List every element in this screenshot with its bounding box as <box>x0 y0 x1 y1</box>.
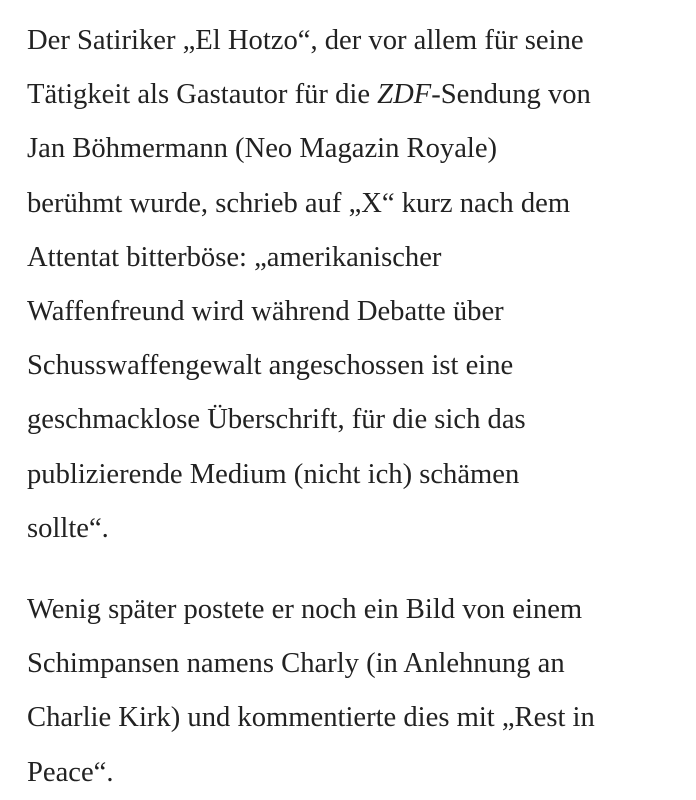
text-line: geschmacklose Überschrift, für die sich das <box>27 404 526 436</box>
paragraph-1 <box>27 14 677 556</box>
text-line: Jan Böhmermann (Neo Magazin Royale) <box>27 133 498 165</box>
text-fragment: Tätigkeit als Gastautor für die <box>27 79 378 111</box>
text-line: Attentat bitterböse: „amerikanischer <box>27 241 442 273</box>
text-line: Waffenfreund wird während Debatte über <box>27 296 504 328</box>
text-fragment: -Sendung von <box>431 79 591 111</box>
text-line: Peace“. <box>27 756 114 788</box>
text-line <box>27 68 677 122</box>
text-line: Charlie Kirk) und kommentierte dies mit „Rest in <box>27 702 595 734</box>
article-body <box>27 14 677 800</box>
text-line: publizierende Medium (nicht ich) schämen <box>27 458 520 490</box>
text-line: sollte“. <box>27 512 109 544</box>
italic-broadcaster-name: ZDF <box>377 79 432 111</box>
text-line: Schimpansen namens Charly (in Anlehnung an <box>27 648 565 680</box>
text-line: berühmt wurde, schrieb auf „X“ kurz nach dem <box>27 187 571 219</box>
text-line: Schusswaffengewalt angeschossen ist eine <box>27 350 514 382</box>
paragraph-2 <box>27 583 677 800</box>
text-line: Der Satiriker „El Hotzo“, der vor allem für seine <box>27 25 584 56</box>
text-line: Wenig später postete er noch ein Bild von einem <box>27 594 583 626</box>
